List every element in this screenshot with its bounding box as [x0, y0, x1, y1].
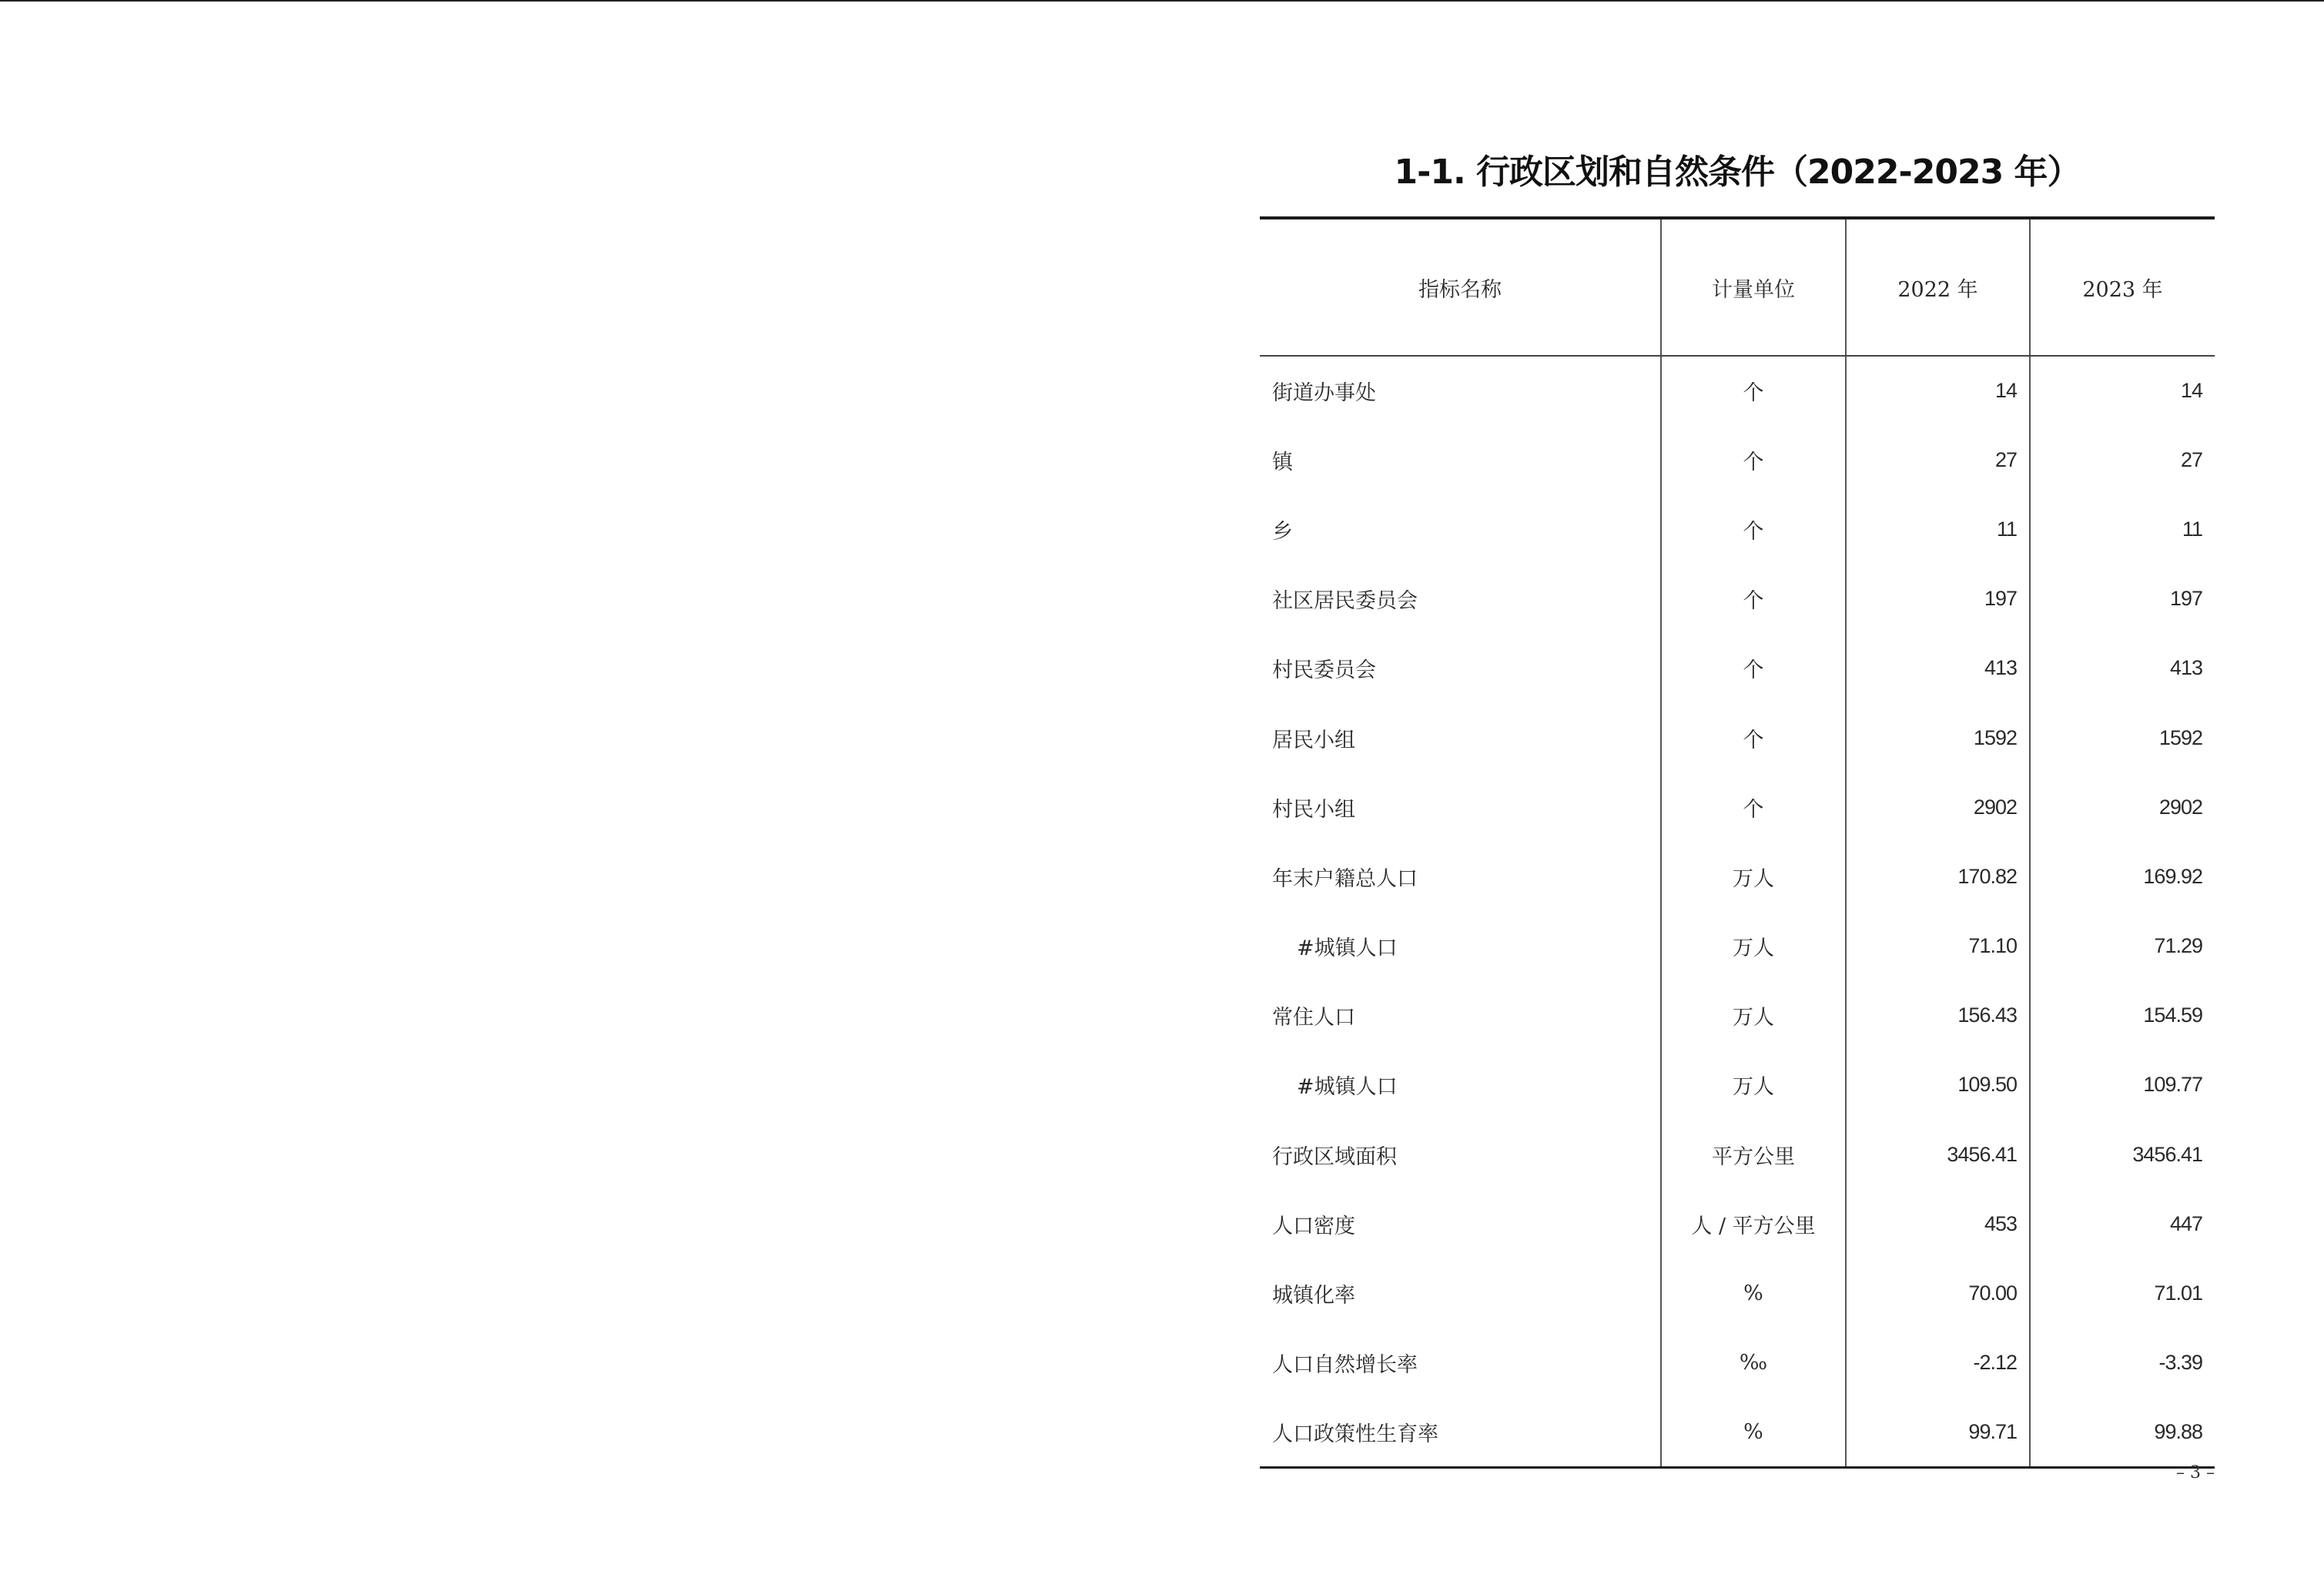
indicator-unit: 人 / 平方公里 — [1661, 1189, 1846, 1258]
value-2023: 413 — [2030, 634, 2215, 703]
value-2023: 169.92 — [2030, 842, 2215, 911]
indicator-unit: ‰ — [1661, 1328, 1846, 1398]
table-row — [1260, 356, 2215, 425]
indicator-unit: % — [1661, 1398, 1846, 1467]
indicator-name: 城镇化率 — [1272, 1284, 1355, 1308]
table-row — [1260, 703, 2215, 772]
table-row — [1260, 1328, 2215, 1398]
value-2023: 197 — [2030, 565, 2215, 634]
value-2023: 11 — [2030, 494, 2215, 564]
page-title: 1-1. 行政区划和自然条件（2022-2023 年） — [1394, 152, 2081, 193]
table-row — [1260, 772, 2215, 842]
value-2022: 99.71 — [1846, 1398, 2030, 1467]
indicator-name: 村民委员会 — [1272, 658, 1376, 683]
indicator-unit: 个 — [1661, 494, 1846, 564]
indicator-name-sub: #城镇人口 — [1297, 936, 1398, 961]
table-row — [1260, 912, 2215, 981]
value-2022: 71.10 — [1846, 912, 2030, 981]
header-indicator-name: 指标名称 — [1260, 218, 1661, 356]
statistics-table-container — [1260, 216, 2215, 1469]
indicator-name: 乡 — [1272, 519, 1293, 544]
value-2022: 70.00 — [1846, 1258, 2030, 1328]
value-2022: 413 — [1846, 634, 2030, 703]
value-2022: 11 — [1846, 494, 2030, 564]
table-header-row — [1260, 218, 2215, 356]
indicator-name: 年末户籍总人口 — [1272, 866, 1418, 891]
indicator-name: 街道办事处 — [1272, 381, 1376, 406]
table-row — [1260, 1398, 2215, 1467]
header-unit: 计量单位 — [1661, 218, 1846, 356]
table-row — [1260, 425, 2215, 494]
table-row — [1260, 1258, 2215, 1328]
indicator-unit: 平方公里 — [1661, 1120, 1846, 1189]
indicator-name: 行政区域面积 — [1272, 1144, 1397, 1169]
indicator-name: 居民小组 — [1272, 728, 1355, 752]
indicator-name: 人口自然增长率 — [1272, 1353, 1418, 1378]
value-2022: 109.50 — [1846, 1050, 2030, 1120]
table-row — [1260, 565, 2215, 634]
indicator-unit: 万人 — [1661, 981, 1846, 1050]
indicator-unit: 个 — [1661, 634, 1846, 703]
indicator-unit: 个 — [1661, 703, 1846, 772]
indicator-unit: 万人 — [1661, 912, 1846, 981]
table-row — [1260, 634, 2215, 703]
value-2022: 453 — [1846, 1189, 2030, 1258]
left-page-blank — [0, 2, 1162, 1588]
indicator-unit: 个 — [1661, 772, 1846, 842]
value-2023: -3.39 — [2030, 1328, 2215, 1398]
page-number: – 3 – — [2176, 1463, 2215, 1482]
indicator-unit: 万人 — [1661, 842, 1846, 911]
table-row — [1260, 842, 2215, 911]
header-year-2022: 2022 年 — [1846, 218, 2030, 356]
table-row — [1260, 1189, 2215, 1258]
header-year-2023: 2023 年 — [2030, 218, 2215, 356]
indicator-unit: 个 — [1661, 356, 1846, 425]
indicator-unit: % — [1661, 1258, 1846, 1328]
value-2022: 1592 — [1846, 703, 2030, 772]
value-2022: 2902 — [1846, 772, 2030, 842]
value-2022: -2.12 — [1846, 1328, 2030, 1398]
table-row — [1260, 1120, 2215, 1189]
value-2023: 14 — [2030, 356, 2215, 425]
indicator-name-sub: #城镇人口 — [1297, 1075, 1398, 1100]
value-2022: 3456.41 — [1846, 1120, 2030, 1189]
value-2023: 99.88 — [2030, 1398, 2215, 1467]
indicator-name: 社区居民委员会 — [1272, 589, 1418, 614]
indicator-name: 村民小组 — [1272, 797, 1355, 822]
value-2022: 170.82 — [1846, 842, 2030, 911]
table-row — [1260, 981, 2215, 1050]
value-2022: 14 — [1846, 356, 2030, 425]
value-2023: 3456.41 — [2030, 1120, 2215, 1189]
indicator-unit: 万人 — [1661, 1050, 1846, 1120]
value-2022: 156.43 — [1846, 981, 2030, 1050]
table-body — [1260, 356, 2215, 1467]
value-2022: 27 — [1846, 425, 2030, 494]
value-2023: 71.29 — [2030, 912, 2215, 981]
value-2023: 71.01 — [2030, 1258, 2215, 1328]
value-2022: 197 — [1846, 565, 2030, 634]
indicator-name: 人口密度 — [1272, 1214, 1355, 1238]
indicator-name: 常住人口 — [1272, 1006, 1355, 1030]
value-2023: 447 — [2030, 1189, 2215, 1258]
value-2023: 154.59 — [2030, 981, 2215, 1050]
indicator-unit: 个 — [1661, 565, 1846, 634]
indicator-name: 镇 — [1272, 450, 1293, 474]
table-header — [1260, 218, 2215, 356]
value-2023: 1592 — [2030, 703, 2215, 772]
statistics-table — [1260, 216, 2215, 1469]
table-row — [1260, 494, 2215, 564]
value-2023: 2902 — [2030, 772, 2215, 842]
value-2023: 27 — [2030, 425, 2215, 494]
table-row — [1260, 1050, 2215, 1120]
indicator-unit: 个 — [1661, 425, 1846, 494]
value-2023: 109.77 — [2030, 1050, 2215, 1120]
indicator-name: 人口政策性生育率 — [1260, 1398, 1661, 1467]
